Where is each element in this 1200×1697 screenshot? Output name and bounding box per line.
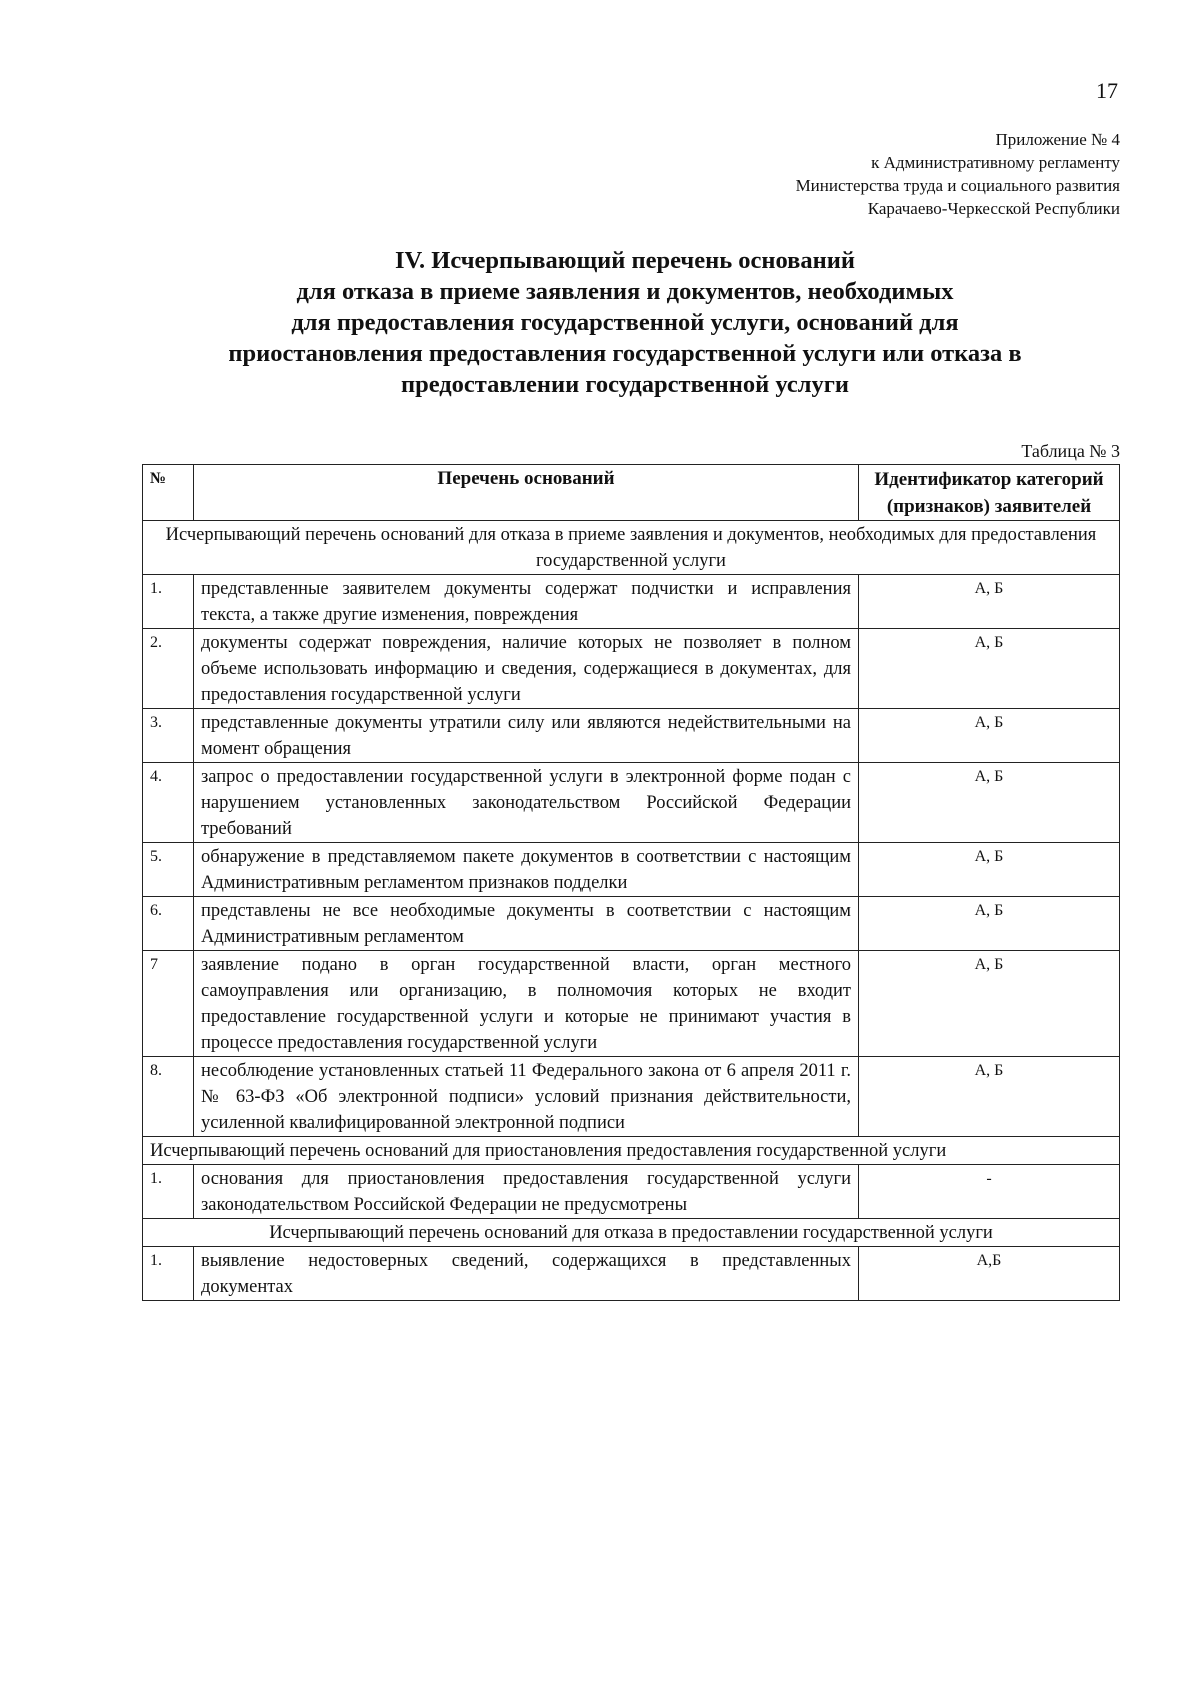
row-category: А, Б (859, 575, 1120, 629)
title-line: для предоставления государственной услуги, оснований для (291, 309, 959, 336)
table-row (143, 951, 1120, 1057)
row-basis: обнаружение в представляемом пакете документов в соответствии с настоящим Административным регламентом признаков подделки (194, 843, 859, 897)
header-num: № (143, 465, 194, 521)
table-row (143, 1057, 1120, 1137)
section-header-row (143, 1137, 1120, 1165)
title-line: приостановления предоставления государственной услуги или отказа в (228, 340, 1022, 367)
table-header-row (143, 465, 1120, 521)
section-header-row (143, 521, 1120, 575)
row-basis: заявление подано в орган государственной власти, орган местного самоуправления или организацию, в полномочия которых не входит предоставление государственной услуги и которые не принимают участия в процессе предоставления государственной услуги (194, 951, 859, 1057)
page-number: 17 (1096, 78, 1118, 103)
row-basis: представленные заявителем документы содержат подчистки и исправления текста, а также другие изменения, повреждения (194, 575, 859, 629)
row-basis: основания для приостановления предоставления государственной услуги законодательством Российской Федерации не предусмотрены (194, 1165, 859, 1219)
row-category: А, Б (859, 763, 1120, 843)
section-title-cell: Исчерпывающий перечень оснований для отказа в приеме заявления и документов, необходимых для предоставления государственной услуги (143, 521, 1120, 575)
grounds-table (142, 464, 1120, 1301)
section-title (130, 245, 1120, 400)
appendix-line: Приложение № 4 (995, 130, 1120, 149)
header-identifier: Идентификатор категорий (признаков) заявителей (859, 465, 1120, 521)
appendix-line: Карачаево-Черкесской Республики (867, 199, 1120, 218)
row-number: 3. (143, 709, 194, 763)
row-number: 7 (143, 951, 194, 1057)
title-line: для отказа в приеме заявления и документов, необходимых (296, 278, 954, 305)
row-number: 1. (143, 1247, 194, 1301)
row-category: А, Б (859, 629, 1120, 709)
title-line: IV. Исчерпывающий перечень оснований (394, 247, 856, 274)
appendix-line: Министерства труда и социального развития (795, 176, 1120, 195)
row-basis: выявление недостоверных сведений, содержащихся в представленных документах (194, 1247, 859, 1301)
section-header-row (143, 1219, 1120, 1247)
section-title-cell: Исчерпывающий перечень оснований для отказа в предоставлении государственной услуги (143, 1219, 1120, 1247)
row-number: 5. (143, 843, 194, 897)
row-basis: несоблюдение установленных статьей 11 Федерального закона от 6 апреля 2011 г. № 63-ФЗ «Об электронной подписи» условий признания действительности, усиленной квалифицированной электронной подписи (194, 1057, 859, 1137)
title-line: предоставлении государственной услуги (400, 371, 850, 398)
appendix-line: к Административному регламенту (871, 153, 1120, 172)
table-row (143, 1247, 1120, 1301)
header-basis: Перечень оснований (194, 465, 859, 521)
row-basis: запрос о предоставлении государственной услуги в электронной форме подан с нарушением установленных законодательством Российской Федерации требований (194, 763, 859, 843)
row-category: А, Б (859, 897, 1120, 951)
table-row (143, 1165, 1120, 1219)
row-number: 6. (143, 897, 194, 951)
row-category: А, Б (859, 709, 1120, 763)
table-caption: Таблица № 3 (1021, 441, 1120, 461)
row-number: 1. (143, 575, 194, 629)
table-row (143, 763, 1120, 843)
row-basis: представлены не все необходимые документы в соответствии с настоящим Административным регламентом (194, 897, 859, 951)
row-number: 1. (143, 1165, 194, 1219)
row-number: 8. (143, 1057, 194, 1137)
row-category: А, Б (859, 951, 1120, 1057)
row-category: А,Б (859, 1247, 1120, 1301)
row-basis: представленные документы утратили силу или являются недействительными на момент обращения (194, 709, 859, 763)
row-category: - (859, 1165, 1120, 1219)
table-row (143, 629, 1120, 709)
row-category: А, Б (859, 843, 1120, 897)
section-title-cell: Исчерпывающий перечень оснований для приостановления предоставления государственной услуги (143, 1137, 1120, 1165)
table-row (143, 897, 1120, 951)
table-row (143, 843, 1120, 897)
row-category: А, Б (859, 1057, 1120, 1137)
row-basis: документы содержат повреждения, наличие которых не позволяет в полном объеме использовать информацию и сведения, содержащиеся в документах, для предоставления государственной услуги (194, 629, 859, 709)
row-number: 2. (143, 629, 194, 709)
table-row (143, 709, 1120, 763)
appendix-reference (796, 128, 1120, 220)
table-row (143, 575, 1120, 629)
row-number: 4. (143, 763, 194, 843)
